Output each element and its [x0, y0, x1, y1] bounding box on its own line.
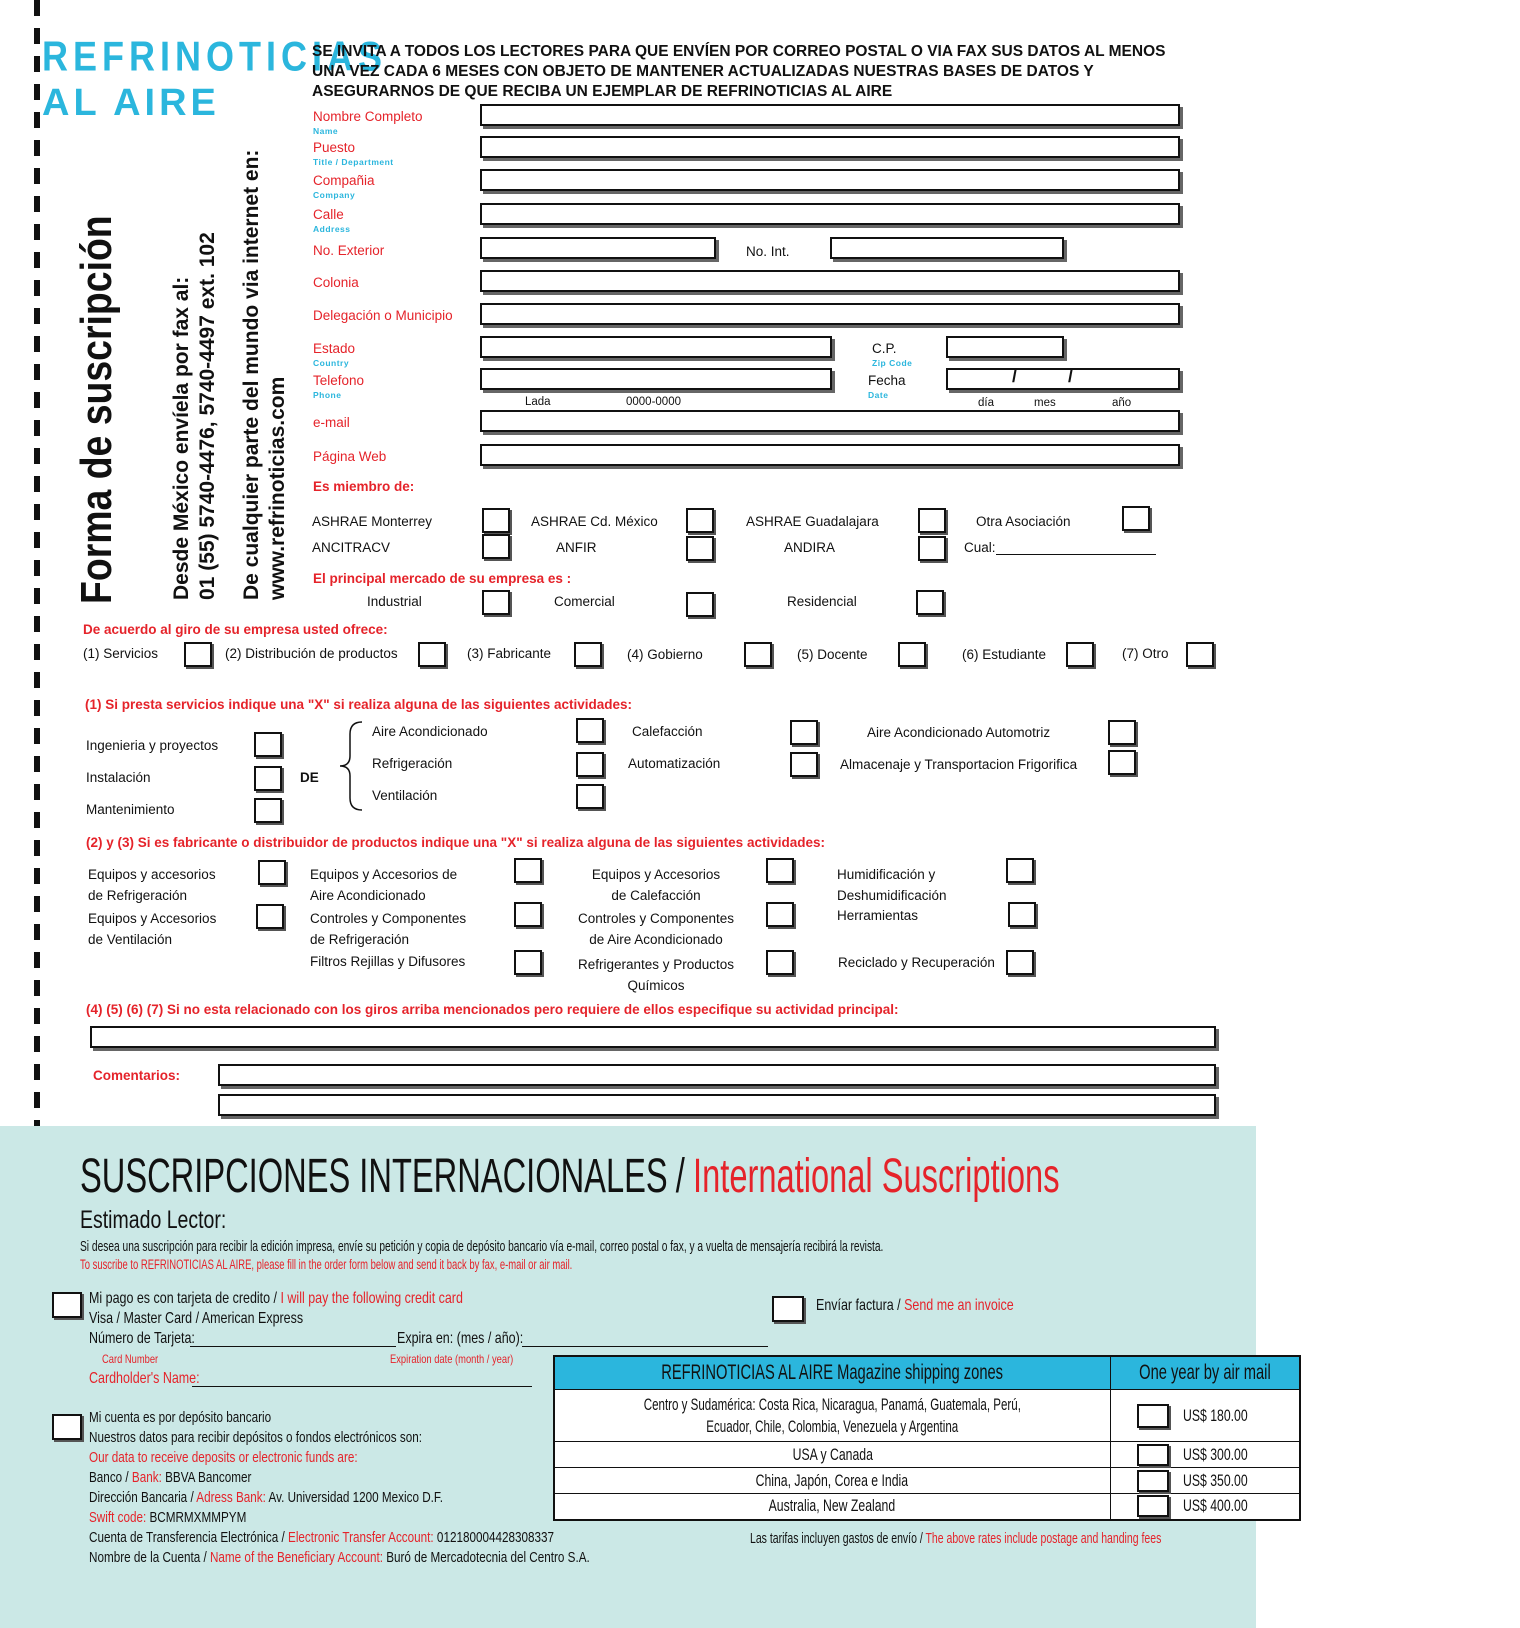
checkbox-prod-ctrl-refrigeracion[interactable]: [514, 902, 542, 927]
mercado-title: El principal mercado de su empresa es :: [313, 571, 572, 586]
label-calle: Calle Address: [313, 207, 351, 234]
brace-icon: [336, 720, 366, 812]
table-row: [554, 1468, 1300, 1494]
checkbox-fabricante[interactable]: [574, 642, 602, 667]
shipping-zones-table: [553, 1355, 1301, 1521]
zone-cell: Centro y Sudamérica: Costa Rica, Nicaragua, Panamá, Guatemala, Perú, Ecuador, Chile, Colombia, Venezuela y Argentina: [554, 1390, 1110, 1442]
comentarios-label: Comentarios:: [93, 1068, 181, 1083]
header-price: One year by air mail: [1110, 1356, 1299, 1390]
nombre-field[interactable]: [480, 104, 1180, 126]
checkbox-mantenimiento[interactable]: [254, 798, 282, 823]
label-colonia: Colonia: [313, 275, 359, 290]
calle-field[interactable]: [480, 203, 1180, 225]
label-anio: año: [1112, 397, 1132, 409]
checkbox-ashrae-mty[interactable]: [482, 508, 510, 533]
puesto-field[interactable]: [480, 136, 1180, 158]
label-puesto: Puesto Title / Department: [313, 140, 394, 167]
checkbox-anfir[interactable]: [686, 536, 714, 561]
comentarios-field-1[interactable]: [218, 1064, 1216, 1086]
giro-docente: (5) Docente: [797, 647, 868, 662]
checkbox-prod-eq-ventilacion[interactable]: [256, 904, 284, 929]
prod-herramientas: Herramientas: [837, 908, 919, 923]
checkbox-serv-ventilacion[interactable]: [576, 784, 604, 809]
card-number-en: Card Number: [102, 1352, 159, 1366]
checkbox-ancitracv[interactable]: [482, 534, 510, 559]
expira-line[interactable]: [522, 1346, 768, 1347]
checkbox-credit-card[interactable]: [52, 1292, 82, 1318]
serv-mantenimiento: Mantenimiento: [86, 802, 175, 817]
miembro-cual: Cual:: [964, 540, 996, 555]
intl-intro-en: To suscribe to REFRINOTICIAS AL AIRE, please fill in the order form below and send it back by fax, e-mail or air mail.: [80, 1257, 573, 1272]
checkbox-prod-humidificacion[interactable]: [1006, 858, 1034, 883]
checkbox-serv-calefaccion[interactable]: [790, 720, 818, 745]
pagina-web-field[interactable]: [480, 444, 1180, 466]
checkbox-gobierno[interactable]: [744, 642, 772, 667]
miembro-andira: ANDIRA: [784, 540, 836, 555]
giro-servicios: (1) Servicios: [83, 646, 159, 661]
zone-cell: USA y Canada: [554, 1442, 1110, 1468]
colonia-field[interactable]: [480, 270, 1180, 292]
serv-refrigeracion: Refrigeración: [372, 756, 453, 771]
label-delegacion: Delegación o Municipio: [313, 308, 453, 323]
label-pagina-web: Página Web: [313, 449, 387, 464]
checkbox-prod-herramientas[interactable]: [1008, 902, 1036, 927]
cual-line[interactable]: [996, 554, 1156, 555]
mercado-industrial: Industrial: [367, 594, 422, 609]
zone-cell: Australia, New Zealand: [554, 1494, 1110, 1520]
prod-refrigerantes: Refrigerantes y Productos Químicos: [577, 957, 735, 993]
card-types: Visa / Master Card / American Express: [89, 1310, 304, 1327]
mercado-residencial: Residencial: [787, 594, 857, 609]
prod-eq-refrigeracion: Equipos y accesorios de Refrigeración: [88, 867, 216, 903]
label-telefono: Telefono Phone: [313, 373, 365, 400]
prod-eq-aire: Equipos y Accesorios de Aire Acondicionado: [310, 867, 458, 903]
invoice-label: Envíar factura / Send me an invoice: [816, 1297, 1014, 1314]
serv-almacenaje: Almacenaje y Transportacion Frigorifica: [840, 757, 1078, 772]
checkbox-serv-aire[interactable]: [576, 718, 604, 743]
checkbox-prod-eq-calefaccion[interactable]: [766, 858, 794, 883]
card-number-line[interactable]: [190, 1346, 396, 1347]
logo-line1: REFRINOTICIAS: [42, 32, 388, 80]
checkbox-zone-3[interactable]: [1137, 1470, 1169, 1492]
label-estado: Estado Country: [313, 341, 356, 368]
label-dia: día: [978, 397, 994, 409]
zones-note: Las tarifas incluyen gastos de envío / The above rates include postage and handing fees: [750, 1530, 1162, 1547]
web-line2: www.refrinoticias.com: [266, 376, 289, 600]
label-lada: Lada: [525, 396, 551, 408]
checkbox-prod-filtros[interactable]: [514, 950, 542, 975]
prod-eq-calefaccion: Equipos y Accesorios de Calefacción: [591, 867, 721, 903]
cp-field[interactable]: [946, 336, 1064, 358]
table-row: [554, 1494, 1300, 1520]
fax-line2: 01 (55) 5740-4476, 5740-4497 ext. 102: [196, 232, 219, 600]
label-nombre: Nombre Completo Name: [313, 109, 423, 136]
checkbox-industrial[interactable]: [482, 590, 510, 615]
telefono-field[interactable]: [480, 368, 832, 390]
price-cell: US$ 350.00: [1110, 1468, 1299, 1494]
checkbox-invoice[interactable]: [772, 1296, 804, 1322]
fax-line1: Desde México envíela por fax al:: [170, 276, 193, 600]
intl-greeting: Estimado Lector:: [80, 1206, 227, 1234]
miembro-ancitracv: ANCITRACV: [312, 540, 391, 555]
giro-title: De acuerdo al giro de su empresa usted ofrece:: [83, 622, 388, 637]
checkbox-residencial[interactable]: [916, 590, 944, 615]
serv-instalacion: Instalación: [86, 770, 151, 785]
productos-title: (2) y (3) Si es fabricante o distribuidor de productos indique una "X" si realiza alguna de las siguientes actividades:: [86, 835, 825, 850]
checkbox-prod-ctrl-aire[interactable]: [766, 902, 794, 927]
label-compania: Compañia Company: [313, 173, 375, 200]
checkbox-prod-reciclado[interactable]: [1006, 950, 1034, 975]
checkbox-instalacion[interactable]: [254, 766, 282, 791]
prod-humidificacion: Humidificación y Deshumidificación: [837, 867, 947, 903]
serv-ventilacion: Ventilación: [372, 788, 438, 803]
fecha-field[interactable]: [946, 368, 1180, 390]
label-email: e-mail: [313, 415, 350, 430]
checkbox-distribucion[interactable]: [418, 642, 446, 667]
serv-aire: Aire Acondicionado: [372, 724, 488, 739]
checkbox-docente[interactable]: [898, 642, 926, 667]
label-fecha: Fecha Date: [868, 373, 906, 400]
expira-en: Expiration date (month / year): [390, 1352, 514, 1366]
intl-intro-es: Si desea una suscripción para recibir la edición impresa, envíe su petición y copia de depósito bancario vía e-mail, correo postal o fax, y a vuelta de mensajería recibirá la revista.: [80, 1238, 884, 1255]
comentarios-field-2[interactable]: [218, 1094, 1216, 1116]
servicios-title: (1) Si presta servicios indique una "X" si realiza alguna de las siguientes actividades:: [85, 697, 632, 712]
giro-distribucion: (2) Distribución de productos: [225, 646, 398, 661]
actividad-field[interactable]: [90, 1026, 1216, 1048]
label-cp: C.P. Zip Code: [872, 341, 913, 368]
mercado-comercial: Comercial: [554, 594, 615, 609]
web-line1: De cualquier parte del mundo via internet en:: [240, 149, 263, 600]
serv-de: DE: [300, 770, 319, 785]
checkbox-serv-almacenaje[interactable]: [1108, 750, 1136, 775]
card-label: Mi pago es con tarjeta de credito / I will pay the following credit card: [89, 1290, 463, 1307]
table-row: [554, 1390, 1300, 1442]
price-cell: US$ 300.00: [1110, 1442, 1299, 1468]
checkbox-prod-eq-refrigeracion[interactable]: [258, 860, 286, 885]
date-slash-2: /: [1068, 366, 1074, 386]
miembro-ashrae-gdl: ASHRAE Guadalajara: [746, 514, 879, 529]
checkbox-deposit[interactable]: [52, 1414, 82, 1440]
miembro-title: Es miembro de:: [313, 479, 415, 494]
checkbox-servicios[interactable]: [184, 642, 212, 667]
checkbox-zone-1[interactable]: [1137, 1404, 1169, 1428]
prod-ctrl-aire: Controles y Componentes de Aire Acondicionado: [577, 911, 735, 947]
checkbox-ingenieria[interactable]: [254, 732, 282, 757]
checkbox-otro[interactable]: [1186, 642, 1214, 667]
checkbox-ashrae-gdl[interactable]: [918, 508, 946, 533]
serv-calefaccion: Calefacción: [632, 724, 703, 739]
header-zone: REFRINOTICIAS AL AIRE Magazine shipping zones: [554, 1356, 1110, 1390]
table-row: [554, 1442, 1300, 1468]
giro-gobierno: (4) Gobierno: [627, 647, 703, 662]
deposit-info: Mi cuenta es por depósito bancario Nuestros datos para recibir depósitos o fondos electrónicos son: Our data to receive deposits or electronic funds are: Banco / Bank: BBVA Bancomer Dirección Bancaria / Adress Bank: Av. Universidad 1200 Mexico D.F. Swift code: BCMRMXMMPYM Cuenta de Transferencia Electrónica / Electronic Transfer Account: 012180004428308337 Nombre de la Cuenta / Name of the Beneficiary Account: Buró de Mercadotecnia del Centro S.A.: [89, 1409, 590, 1566]
price-cell: US$ 180.00: [1110, 1390, 1299, 1442]
checkbox-serv-aire-automotriz[interactable]: [1108, 720, 1136, 745]
logo-line2: AL AIRE: [42, 82, 220, 124]
no-int-field[interactable]: [830, 237, 1064, 259]
label-no-exterior: No. Exterior: [313, 243, 385, 258]
cardholder-line[interactable]: [192, 1386, 532, 1387]
checkbox-serv-automatizacion[interactable]: [790, 752, 818, 777]
label-numero: 0000-0000: [626, 396, 681, 408]
table-header: [554, 1356, 1300, 1390]
prod-filtros: Filtros Rejillas y Difusores: [310, 954, 466, 969]
checkbox-estudiante[interactable]: [1066, 642, 1094, 667]
serv-ingenieria: Ingenieria y proyectos: [86, 738, 219, 753]
checkbox-zone-4[interactable]: [1137, 1495, 1169, 1517]
checkbox-otra[interactable]: [1122, 506, 1150, 531]
miembro-anfir: ANFIR: [556, 540, 597, 555]
miembro-otra: Otra Asociación: [976, 514, 1071, 529]
expira-label: Expira en: (mes / año):: [397, 1330, 524, 1347]
compania-field[interactable]: [480, 169, 1180, 191]
cardholder-label: Cardholder's Name:: [89, 1370, 200, 1387]
no-exterior-field[interactable]: [480, 237, 716, 259]
giro-fabricante: (3) Fabricante: [467, 646, 552, 661]
card-number-label: Número de Tarjeta:: [89, 1330, 195, 1347]
prod-reciclado: Reciclado y Recuperación: [838, 955, 995, 970]
form-title: Forma de suscripción: [72, 215, 121, 604]
checkbox-andira[interactable]: [918, 536, 946, 561]
miembro-ashrae-mty: ASHRAE Monterrey: [312, 514, 433, 529]
giro-otro: (7) Otro: [1122, 646, 1169, 661]
email-field[interactable]: [480, 410, 1180, 432]
serv-aire-automotriz: Aire Acondicionado Automotriz: [867, 725, 1051, 740]
estado-field[interactable]: [480, 336, 832, 358]
price-cell: US$ 400.00: [1110, 1494, 1299, 1520]
serv-automatizacion: Automatización: [628, 756, 721, 771]
prod-ctrl-refrigeracion: Controles y Componentes de Refrigeración: [310, 911, 467, 947]
checkbox-comercial[interactable]: [686, 592, 714, 617]
intl-title: SUSCRIPCIONES INTERNACIONALES / International Suscriptions: [80, 1150, 1060, 1203]
label-mes: mes: [1034, 397, 1056, 409]
label-no-int: No. Int.: [746, 244, 790, 259]
date-slash-1: /: [1012, 366, 1018, 386]
otros-title: (4) (5) (6) (7) Si no esta relacionado con los giros arriba mencionados pero requiere de ellos especifique su actividad principal:: [86, 1002, 899, 1017]
header-text: SE INVITA A TODOS LOS LECTORES PARA QUE ENVÍEN POR CORREO POSTAL O VIA FAX SUS DATOS AL MENOS UNA VEZ CADA 6 MESES CON OBJETO DE MANTENER ACTUALIZADAS NUESTRAS BASES DE DATOS Y ASEGURARNOS DE QUE RECIBA UN EJEMPLAR DE REFRINOTICIAS AL AIRE: [312, 43, 1166, 100]
checkbox-prod-eq-aire[interactable]: [514, 858, 542, 883]
checkbox-serv-refrigeracion[interactable]: [576, 752, 604, 777]
prod-eq-ventilacion: Equipos y Accesorios de Ventilación: [88, 911, 217, 947]
zone-cell: China, Japón, Corea e India: [554, 1468, 1110, 1494]
checkbox-zone-2[interactable]: [1137, 1444, 1169, 1466]
checkbox-ashrae-cdmx[interactable]: [686, 508, 714, 533]
delegacion-field[interactable]: [480, 303, 1180, 325]
checkbox-prod-refrigerantes[interactable]: [766, 950, 794, 975]
giro-estudiante: (6) Estudiante: [962, 647, 1047, 662]
miembro-ashrae-cdmx: ASHRAE Cd. México: [531, 514, 658, 529]
